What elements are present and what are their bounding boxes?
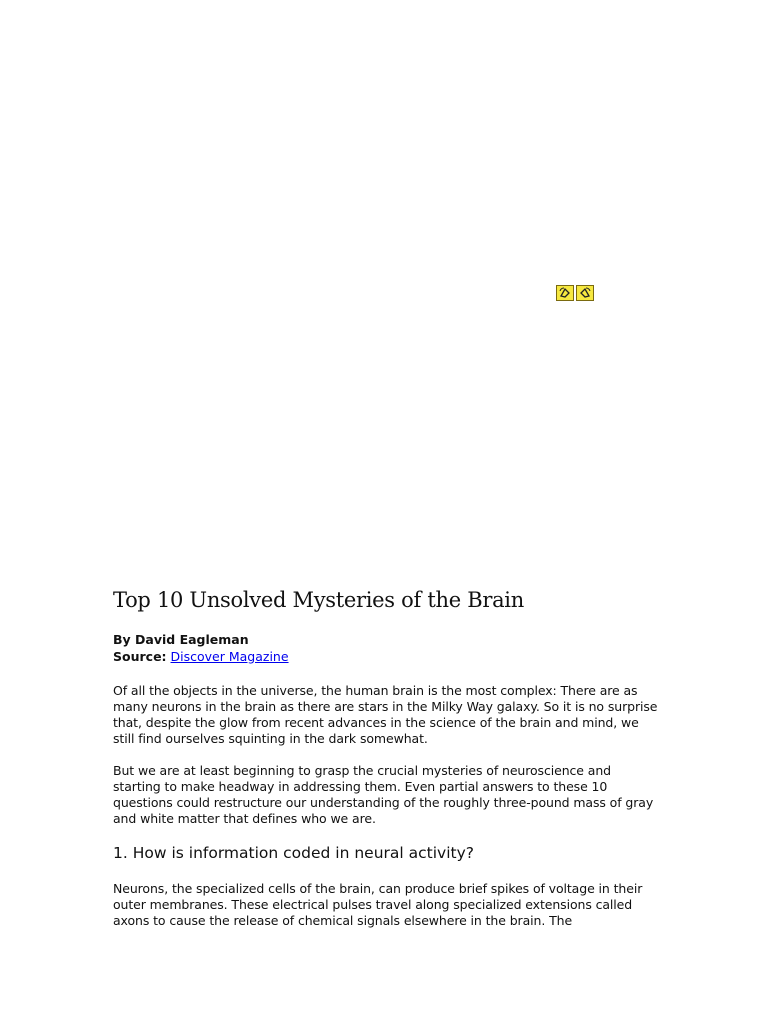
source-link[interactable]: Discover Magazine [170, 649, 289, 664]
rotate-left-icon[interactable] [556, 285, 574, 301]
byline: By David Eagleman [113, 632, 249, 647]
article [113, 586, 658, 945]
paragraph-1: Of all the objects in the universe, the human brain is the most complex: There are as many neurons in the brain as there are stars in the Milky Way galaxy. So it is no surprise that, despite the glow from recent advances in the science of the brain and mind, we still find ourselves squinting in the dark somewhat. [113, 683, 658, 746]
question-heading-1: 1. How is information coded in neural activity? [113, 844, 475, 862]
paragraph-2: But we are at least beginning to grasp the crucial mysteries of neuroscience and starting to make headway in addressing them. Even partial answers to these 10 questions could restructure our understanding of the roughly three-pound mass of gray and white matter that defines who we are. [113, 763, 654, 826]
embedded-object-icons [556, 285, 594, 301]
paragraph-3: Neurons, the specialized cells of the brain, can produce brief spikes of voltage in their outer membranes. These electrical pulses travel along specialized extensions called axons to cause the release of chemical signals elsewhere in the brain. The [113, 881, 643, 928]
source-label: Source: [113, 649, 167, 664]
article-meta [113, 631, 658, 665]
article-title: Top 10 Unsolved Mysteries of the Brain [113, 588, 524, 612]
rotate-right-icon[interactable] [576, 285, 594, 301]
